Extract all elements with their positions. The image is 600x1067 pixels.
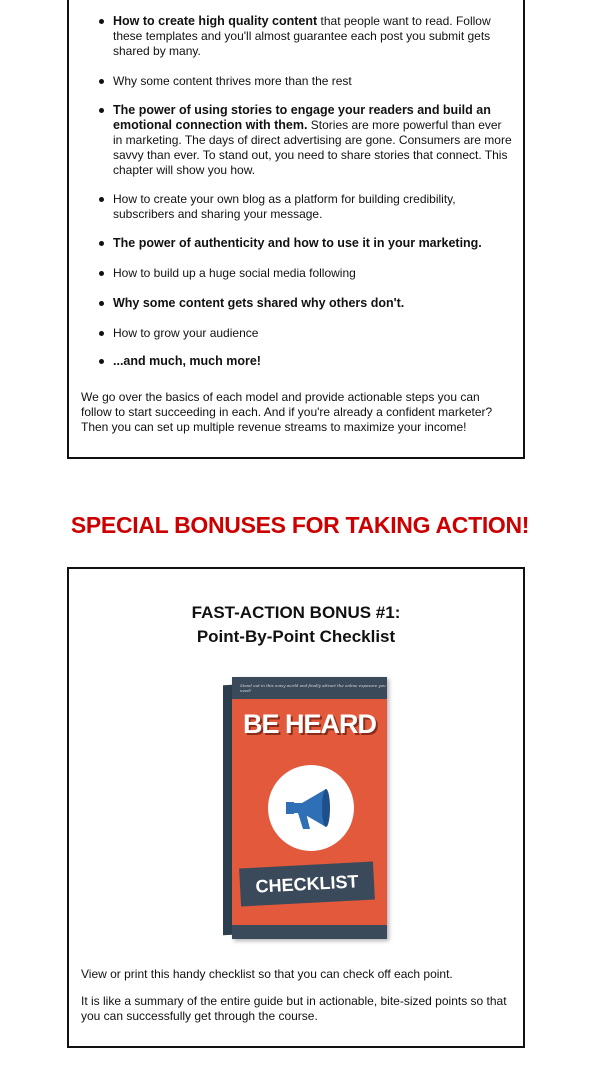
- feature-item: [99, 74, 513, 89]
- feature-item-bold: The power of using stories to engage your readers and build an emotional connection with them.: [113, 103, 491, 132]
- bonus-title-line1: FAST-ACTION BONUS #1:: [191, 603, 401, 622]
- special-bonuses-heading: SPECIAL BONUSES FOR TAKING ACTION!: [70, 512, 530, 538]
- feature-item: [99, 354, 513, 369]
- feature-item-bold: How to create high quality content: [113, 14, 318, 28]
- megaphone-icon: [268, 765, 354, 851]
- feature-item: [99, 192, 513, 222]
- feature-item-bold: The power of authenticity and how to use it in your marketing.: [113, 236, 482, 250]
- feature-item-text: How to build up a huge social media following: [113, 266, 356, 280]
- feature-item-text: Stories are more powerful than ever in marketing. The days of direct advertising are gone. Consumers are more savvy than ever. To stand out, you need to share stories that connect. This chapter will show you how.: [113, 118, 512, 177]
- cover-circle: [268, 765, 354, 851]
- feature-item: [99, 103, 513, 178]
- bonus-description-1: View or print this handy checklist so that you can check off each point.: [81, 967, 453, 981]
- cover-banner: [232, 677, 387, 699]
- feature-item: [99, 14, 513, 59]
- bonus-title-line2: Point-By-Point Checklist: [196, 627, 396, 646]
- feature-item: [99, 236, 513, 251]
- cover-bottom-strip: [232, 925, 387, 939]
- book-cover-image: [223, 677, 385, 935]
- cover-front: [232, 677, 387, 939]
- feature-item-text: Why some content thrives more than the rest: [113, 74, 352, 88]
- feature-item-text: How to grow your audience: [113, 326, 259, 340]
- feature-item-text: How to create your own blog as a platform for building credibility, subscribers and sharing your message.: [113, 192, 456, 221]
- feature-item: [99, 266, 513, 281]
- cover-title: BE HEARD: [242, 709, 376, 739]
- summary-text: We go over the basics of each model and provide actionable steps you can follow to start succeeding in each. And if you're already a confident marketer? Then you can set up multiple revenue streams to maximize your income!: [81, 390, 493, 434]
- feature-item: [99, 326, 513, 341]
- feature-item-bold: Why some content gets shared why others don't.: [113, 296, 405, 310]
- bonus-description-2: It is like a summary of the entire guide but in actionable, bite-sized points so that you can successfully get through the course.: [81, 994, 507, 1023]
- features-box: [67, 0, 525, 459]
- feature-item: [99, 296, 513, 311]
- feature-item-bold: ...and much, much more!: [113, 354, 261, 368]
- feature-item-text: that people want to read. Follow these templates and you'll almost guarantee each post you submit gets shared by many.: [113, 14, 491, 58]
- bonus-box: [67, 567, 525, 1048]
- cover-tagline: Stand out in this noisy world and finally attract the online exposure you need!: [240, 683, 386, 693]
- cover-label: CHECKLIST: [239, 862, 375, 907]
